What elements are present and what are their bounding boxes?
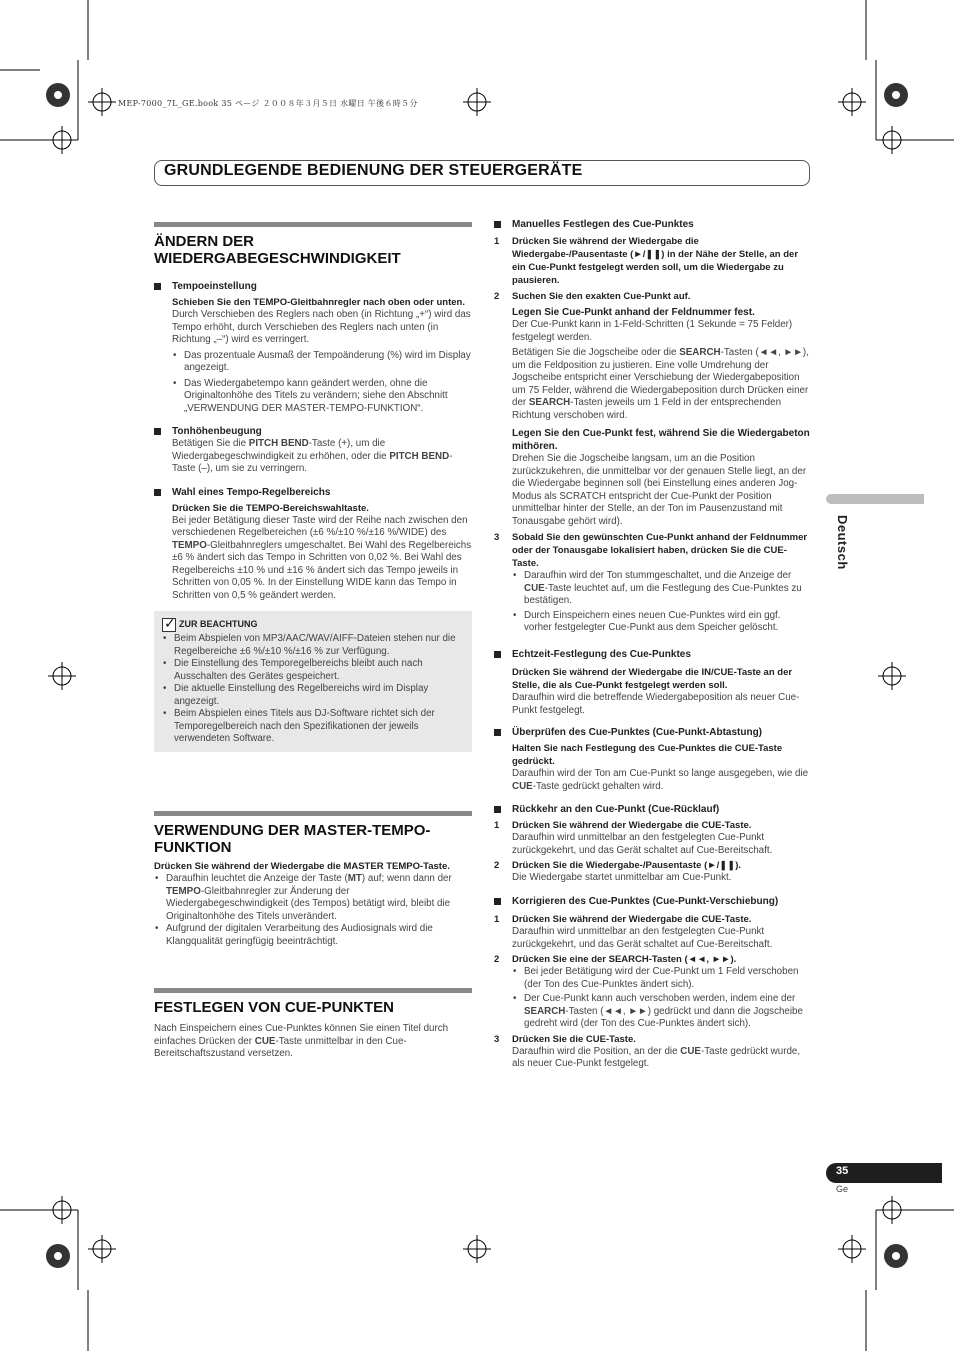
block-cue-shift <box>494 895 810 1071</box>
text-cue-intro: Nach Einspeichern eines Cue-Punktes können Sie einen Titel durch einfaches Drücken der CUE-Taste unmittelbar in den Cue-Bereitschaftszustand versetzen. <box>154 1023 449 1059</box>
text-pitch-bend: Betätigen Sie die PITCH BEND-Taste (+), um die Wiedergabegeschwindigkeit zu erhöhen, oder die PITCH BEND-Taste (–), um sie zu verringern. <box>172 438 453 474</box>
page-language-code: Ge <box>836 1184 849 1194</box>
bullet-item: • Daraufhin wird der Ton stummgeschaltet, und die Anzeige der CUE-Taste leuchtet auf, um die Festlegung des Cue-Punktes zu bestätigen. <box>494 570 810 608</box>
section-tempo-change <box>154 222 472 752</box>
text-return-1: Daraufhin wird unmittelbar an den festgelegten Cue-Punkt zurückgekehrt, und das Gerät schaltet auf Cue-Bereitschaft. <box>512 832 773 856</box>
subheading-manual-cue: Manuelles Festlegen des Cue-Punktes <box>494 218 810 231</box>
bullet-item: • Das prozentuale Ausmaß der Tempoänderung (%) wird im Display angezeigt. <box>154 350 472 375</box>
subheading-realtime-cue: Echtzeit-Festlegung des Cue-Punktes <box>494 648 810 661</box>
language-tab <box>826 494 924 504</box>
bullet-item: • Daraufhin leuchtet die Anzeige der Taste (MT) auf; wenn dann der TEMPO-Gleitbahnregler zur Änderung der Wiedergabegeschwindigkeit (des Tempos) betätigt wird, bleibt die Originaltonhöhe des Titels unverändert. <box>154 873 472 923</box>
step-1: 1 Drücken Sie während der Wiedergabe die CUE-Taste. <box>494 914 752 925</box>
section-bar <box>154 222 472 227</box>
subheading-tempo: Tempoeinstellung <box>154 280 472 293</box>
text-tempo: Durch Verschieben des Reglers nach oben (in Richtung „+“) wird das Tempo erhöht, durch Verschieben des Reglers nach unten (in Richtung „–“) wird es verringert. <box>172 309 471 345</box>
text-realtime: Daraufhin wird die betreffende Wiedergabeposition als neuer Cue-Punkt festgelegt. <box>512 692 800 716</box>
text-shift-3: Daraufhin wird die Position, an der die CUE-Taste gedrückt wurde, als neuer Cue-Punkt festgelegt. <box>512 1045 801 1069</box>
bullet-item: • Das Wiedergabetempo kann geändert werden, ohne die Originaltonhöhe des Titels zu verändern; siehe den Abschnitt „VERWENDUNG DER MASTER-TEMPO-FUNKTION“. <box>154 378 472 416</box>
section-cue-points <box>154 988 472 1061</box>
instruction-range: Drücken Sie die TEMPO-Bereichswahltaste. <box>172 502 369 514</box>
note-box <box>154 611 472 752</box>
block-realtime-cue <box>494 648 810 717</box>
text-check: Daraufhin wird der Ton am Cue-Punkt so lange ausgegeben, wie die CUE-Taste gedrückt gehalten wird. <box>512 768 809 792</box>
section-bar <box>154 988 472 993</box>
section-master-tempo <box>154 811 472 948</box>
instruction-tempo: Schieben Sie den TEMPO-Gleitbahnregler nach oben oder unten. <box>172 297 465 308</box>
check-icon <box>162 618 176 632</box>
instruction-realtime: Drücken Sie während der Wiedergabe die IN/CUE-Taste an der Stelle, die als Cue-Punkt festgelegt werden soll. <box>512 667 793 691</box>
subinstruction-listen: Legen Sie den Cue-Punkt fest, während Sie die Wiedergabeton mithören. <box>512 428 810 452</box>
section-title: ÄNDERN DER WIEDERGABEGESCHWINDIGKEIT <box>154 233 401 267</box>
step-3: 3 Sobald Sie den gewünschten Cue-Punkt anhand der Feldnummer oder der Tonausgabe lokalisiert haben, drücken Sie die CUE-Taste. <box>494 532 808 569</box>
text-field-steps: Der Cue-Punkt kann in 1-Feld-Schritten (1 Sekunde = 75 Felder) festgelegt werden. <box>512 319 793 343</box>
block-manual-cue <box>494 218 810 635</box>
step-1: 1 Drücken Sie während der Wiedergabe die CUE-Taste. <box>494 820 752 831</box>
step-2: 2 Drücken Sie die Wiedergabe-/Pausentaste (►/❚❚). <box>494 860 742 871</box>
note-bullet: • Die aktuelle Einstellung des Regelbereichs wird im Display angezeigt. <box>162 683 466 708</box>
text-field-adjust: Betätigen Sie die Jogscheibe oder die SEARCH-Tasten (◄◄, ►►), um die Feldposition zu justieren. Eine volle Umdrehung der Jogscheibe entspricht einer Verschiebung der Wiedergabeposition um 75 Felder, während die Wiedergabeposition durch Drücken einer der SEARCH-Tasten jeweils um 1 Feld in der entsprechenden Richtung verschoben wird. <box>512 347 809 421</box>
block-check-cue <box>494 726 810 793</box>
bullet-item: • Durch Einspeichern eines neuen Cue-Punktes wird ein ggf. vorher festgelegter Cue-Punkt aus dem Speicher gelöscht. <box>494 610 810 635</box>
subheading-range: Wahl eines Tempo-Regelbereichs <box>154 486 472 499</box>
subheading-pitch-bend: Tonhöhenbeugung <box>154 425 472 438</box>
note-bullet: • Die Einstellung des Temporegelbereichs bleibt auch nach Ausschalten des Gerätes gespeichert. <box>162 658 466 683</box>
subheading-cue-return: Rückkehr an den Cue-Punkt (Cue-Rücklauf) <box>494 803 810 816</box>
section-title: FESTLEGEN VON CUE-PUNKTEN <box>154 999 395 1016</box>
note-bullet: • Beim Abspielen eines Titels aus DJ-Software richtet sich der Temporegelbereich nach den Spezifikationen der jeweils verwendeten Software. <box>162 708 466 746</box>
text-shift-1: Daraufhin wird unmittelbar an den festgelegten Cue-Punkt zurückgekehrt, und das Gerät schaltet auf Cue-Bereitschaft. <box>512 926 773 950</box>
text-return-2: Die Wiedergabe startet unmittelbar am Cue-Punkt. <box>512 872 732 883</box>
subinstruction-field: Legen Sie Cue-Punkt anhand der Feldnummer fest. <box>512 307 755 318</box>
text-range: Bei jeder Betätigung dieser Taste wird der Reihe nach zwischen den verschiedenen Regelbereichen (±6 %/±10 %/±16 %/WIDE) des TEMPO-Gleitbahnreglers umgeschaltet. Bei Wahl des Regelbereichs ±6 % ändert sich das Tempo in Schritten von 0,02 %. Bei Wahl des Regelbereichs ±10 % und ±16 % ändert sich das Tempo jeweils in Schritten von 0,05 %. In der Einstellung WIDE kann das Tempo in Schritten von 0,5 % geändert werden. <box>172 514 472 601</box>
page-number: 35 <box>836 1165 849 1177</box>
bullet-item: • Der Cue-Punkt kann auch verschoben werden, indem eine der SEARCH-Tasten (◄◄, ►►) gedrückt und dann die Jogscheibe gedreht wird (der Ton des Cue-Punktes ändert sich). <box>494 993 810 1031</box>
subheading-cue-shift: Korrigieren des Cue-Punktes (Cue-Punkt-Verschiebung) <box>494 895 810 908</box>
text-listen: Drehen Sie die Jogscheibe langsam, um an die Position zurückzukehren, die unmittelbar vor der genauen Stelle liegt, an der die Wiedergabe beginnen soll (bei Einstellung eines anderen Jog-Modus als SCRATCH entspricht der Cue-Punkt der Position unmittelbar hinter der Stelle, an der Ton im Pausenzustand mit Tonausgabe gehört wird). <box>512 453 807 527</box>
section-bar <box>154 811 472 816</box>
note-bullet: • Beim Abspielen von MP3/AAC/WAV/AIFF-Dateien stehen nur die Regelbereiche ±6 %/±10 %/±16 % zur Verfügung. <box>162 633 466 658</box>
book-header-info: MEP-7000_7L_GE.book 35 ページ ２００８年３月５日 水曜日 午後６時５分 <box>118 99 418 108</box>
chapter-title: GRUNDLEGENDE BEDIENUNG DER STEUERGERÄTE <box>164 162 583 179</box>
language-label: Deutsch <box>835 515 850 570</box>
step-2: 2 Suchen Sie den exakten Cue-Punkt auf. <box>494 291 691 302</box>
instruction-master-tempo: Drücken Sie während der Wiedergabe die MASTER TEMPO-Taste. <box>154 861 450 872</box>
step-1: 1 Drücken Sie während der Wiedergabe die Wiedergabe-/Pausentaste (►/❚❚) in der Nähe der Stelle, an der ein Cue-Punkt festgelegt werden soll, um die Wiedergabe zu pausieren. <box>494 236 799 286</box>
section-title: VERWENDUNG DER MASTER-TEMPO-FUNKTION <box>154 822 431 856</box>
step-2: 2 Drücken Sie eine der SEARCH-Tasten (◄◄, ►►). <box>494 954 737 965</box>
subheading-check-cue: Überprüfen des Cue-Punktes (Cue-Punkt-Abtastung) <box>494 726 810 739</box>
note-title: ✓ ZUR BEACHTUNG <box>158 617 466 631</box>
bullet-item: • Aufgrund der digitalen Verarbeitung des Audiosignals wird die Klangqualität geringfügig beeinträchtigt. <box>154 923 472 948</box>
instruction-check: Halten Sie nach Festlegung des Cue-Punktes die CUE-Taste gedrückt. <box>512 743 783 767</box>
bullet-item: • Bei jeder Betätigung wird der Cue-Punkt um 1 Feld verschoben (der Ton des Cue-Punktes ändert sich). <box>494 966 810 991</box>
block-cue-return <box>494 803 810 885</box>
step-3: 3 Drücken Sie die CUE-Taste. <box>494 1033 636 1045</box>
